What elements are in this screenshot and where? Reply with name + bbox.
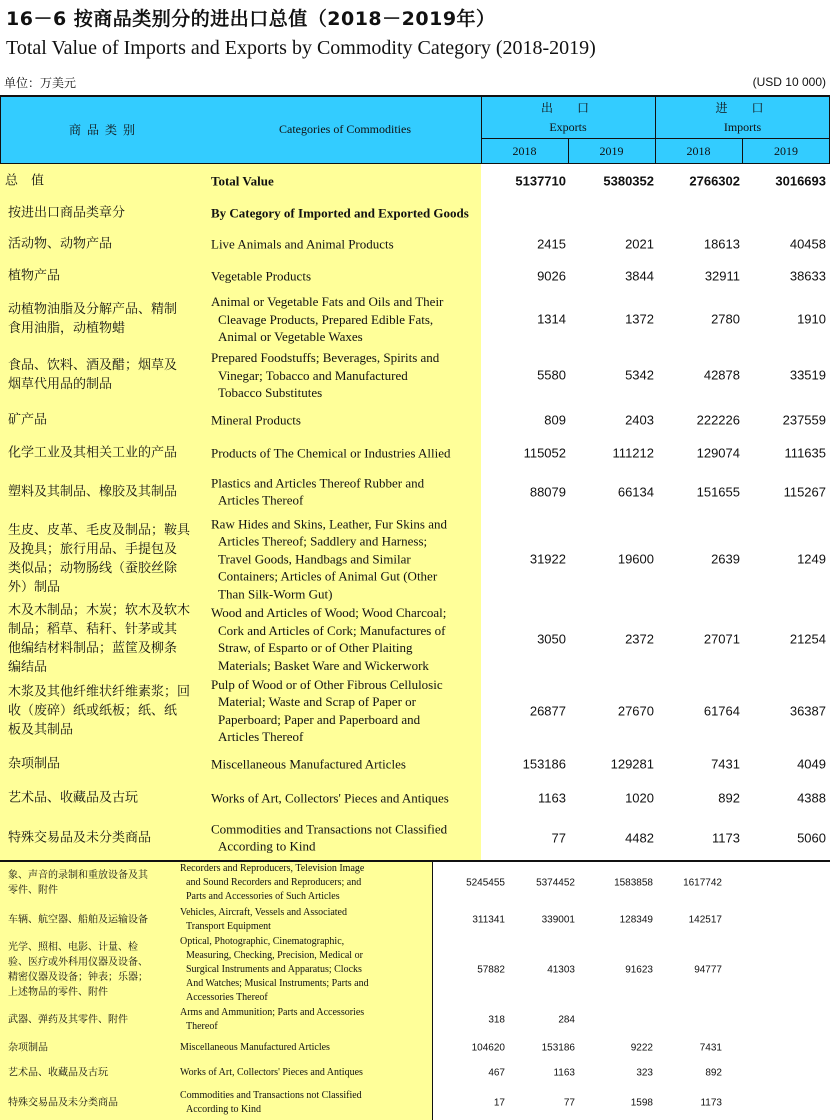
value-cell: 892 xyxy=(718,790,740,806)
fragment-value-cell: 1617742 xyxy=(683,877,722,889)
value-cell: 4049 xyxy=(797,756,826,771)
category-en-line: Raw Hides and Skins, Leather, Fur Skins and xyxy=(211,515,447,531)
value-cell: 2403 xyxy=(625,412,654,428)
fragment-column-divider xyxy=(432,862,433,1120)
fragment-category-cn-line: 艺术品、收藏品及古玩 xyxy=(8,1067,108,1079)
fragment-row xyxy=(0,904,830,935)
value-cell: 5060 xyxy=(797,830,826,845)
value-cell: 111635 xyxy=(784,445,826,460)
table-row xyxy=(0,164,830,197)
category-en-line: By Category of Imported and Exported Goods xyxy=(211,204,469,220)
value-cell: 40458 xyxy=(789,236,826,252)
fragment-category-en-line: Arms and Ammunition; Parts and Accessories xyxy=(180,1007,365,1018)
category-en-line: Works of Art, Collectors' Pieces and Antiques xyxy=(211,790,449,806)
fragment-category-en xyxy=(180,1066,430,1080)
category-cn xyxy=(8,235,202,254)
fragment-value-cell: 17 xyxy=(493,1097,505,1109)
category-en-line: Tobacco Substitutes xyxy=(218,384,323,400)
value-cell: 151655 xyxy=(696,484,740,499)
category-cn-line: 动植物油脂及分解产品、精制 xyxy=(8,302,178,317)
table-row xyxy=(0,260,830,292)
fragment-row xyxy=(0,1036,830,1060)
category-en xyxy=(211,474,481,509)
fragment-category-en xyxy=(180,935,430,1005)
value-cell: 2372 xyxy=(625,631,654,647)
category-cn-line: 杂项制品 xyxy=(8,756,61,771)
page-title-cn: 16－6 按商品类别分的进出口总值（2018－2019年） xyxy=(6,8,496,30)
category-cn xyxy=(8,443,202,462)
category-cn-line: 木及木制品；木炭；软木及软木 xyxy=(8,603,191,618)
value-cell: 1314 xyxy=(537,311,566,327)
fragment-category-en-line: Accessories Thereof xyxy=(186,991,268,1003)
header-top-rule xyxy=(0,95,830,97)
category-cn-line: 木浆及其他纤维状纤维素浆；回 xyxy=(8,684,191,699)
value-cell: 2780 xyxy=(711,311,740,327)
value-cell: 66134 xyxy=(617,484,654,499)
fragment-category-en-line: Parts and Accessories of Such Articles xyxy=(186,891,340,902)
category-en-line: Mineral Products xyxy=(211,412,301,428)
fragment-row xyxy=(0,935,830,1004)
category-en xyxy=(211,267,481,285)
category-en-line: Live Animals and Animal Products xyxy=(211,236,394,252)
category-cn-line: 制品；稻草、秸秆、针茅或其 xyxy=(8,622,178,637)
fragment-category-cn-line: 光学、照相、电影、计量、检 xyxy=(8,941,138,953)
category-en-line: Straw, of Esparto or of Other Plaiting xyxy=(218,640,413,655)
fragment-category-cn-line: 特殊交易品及未分类商品 xyxy=(8,1097,118,1109)
category-en xyxy=(211,349,481,402)
category-en-line: Articles Thereof xyxy=(218,729,304,744)
category-cn-line: 及挽具；旅行用品、手提包及 xyxy=(8,541,178,557)
fragment-category-en-line: Surgical Instruments and Apparatus; Clocks xyxy=(186,963,362,975)
fragment-value-cell: 323 xyxy=(636,1067,653,1079)
category-cn-line: 按进出口商品类章分 xyxy=(8,205,126,220)
fragment-category-en-line: Transport Equipment xyxy=(186,920,271,932)
fragment-value-cell: 5374452 xyxy=(536,877,575,889)
fragment-value-cell: 91623 xyxy=(625,964,653,975)
fragment-category-en-line: Works of Art, Collectors' Pieces and Antiques xyxy=(180,1067,363,1078)
fragment-value-cell: 128349 xyxy=(619,914,653,925)
unit-label-cn: 单位：万美元 xyxy=(4,76,77,90)
fragment-category-en xyxy=(180,1006,430,1034)
value-cell: 9026 xyxy=(537,268,566,284)
category-cn xyxy=(8,754,202,773)
value-cell: 153186 xyxy=(522,756,566,771)
header-category-cn: 商品类别 xyxy=(68,123,141,137)
category-en-line: Materials; Basket Ware and Wickerwork xyxy=(218,657,429,673)
value-cell: 129281 xyxy=(610,756,654,771)
fragment-category-en-line: Commodities and Transactions not Classified xyxy=(180,1090,362,1101)
category-en xyxy=(211,515,481,603)
category-cn xyxy=(8,482,202,501)
table-row xyxy=(0,469,830,514)
fragment-category-en xyxy=(180,1041,430,1055)
fragment-row xyxy=(0,862,830,904)
category-cn xyxy=(8,300,202,338)
table-row xyxy=(0,197,830,228)
value-cell: 5137710 xyxy=(515,173,566,188)
value-cell: 3844 xyxy=(625,268,654,284)
value-cell: 5342 xyxy=(625,367,654,383)
category-cn xyxy=(8,789,202,808)
value-cell: 2766302 xyxy=(689,173,740,188)
category-cn-line: 总 值 xyxy=(5,173,45,188)
category-cn-line: 外）制品 xyxy=(8,579,61,595)
fragment-row xyxy=(0,1086,830,1120)
header-year-imports-2018: 2018 xyxy=(686,144,711,158)
fragment-row xyxy=(0,1004,830,1036)
category-cn-line: 化学工业及其相关工业的产品 xyxy=(8,445,178,460)
value-cell: 809 xyxy=(544,412,566,428)
table-row xyxy=(0,675,830,746)
category-cn-line: 生皮、皮革、毛皮及制品；鞍具 xyxy=(8,522,191,538)
header-category-en: Categories of Commodities xyxy=(279,122,411,136)
category-en xyxy=(211,293,481,346)
fragment-category-cn-line: 武器、弹药及其零件、附件 xyxy=(8,1014,128,1026)
value-cell: 4388 xyxy=(797,790,826,806)
category-en-line: Animal or Vegetable Waxes xyxy=(218,328,363,344)
page-title-en: Total Value of Imports and Exports by Commodity Category (2018-2019) xyxy=(6,37,596,59)
fragment-value-cell: 467 xyxy=(488,1067,505,1079)
fragment-category-en-line: and Sound Recorders and Reproducers; and xyxy=(186,877,362,888)
category-en-line: Articles Thereof xyxy=(218,492,304,508)
value-cell: 27071 xyxy=(703,631,740,647)
table-row xyxy=(0,436,830,469)
fragment-value-cell: 339001 xyxy=(541,914,575,925)
category-cn xyxy=(8,203,202,222)
category-en-line: Travel Goods, Handbags and Similar xyxy=(218,550,411,566)
fragment-category-en-line: And Watches; Musical Instruments; Parts and xyxy=(186,977,369,989)
category-cn-line: 板及其制品 xyxy=(8,722,74,737)
fragment-category-cn-line: 验、医疗或外科用仪器及设备、 xyxy=(8,956,148,968)
category-en-line: Wood and Articles of Wood; Wood Charcoal; xyxy=(211,605,447,620)
fragment-value-cell: 318 xyxy=(488,1014,505,1026)
value-cell: 3016693 xyxy=(775,173,826,188)
value-cell: 21254 xyxy=(789,631,826,647)
value-cell: 18613 xyxy=(703,236,740,252)
fragment-category-en-line: Thereof xyxy=(186,1021,218,1032)
category-cn-line: 类似品；动物肠线（蚕胶丝除 xyxy=(8,560,178,576)
fragment-category-cn-line: 象、声音的录制和重放设备及其 xyxy=(8,870,148,881)
category-en xyxy=(211,411,481,429)
fragment-value-cell: 77 xyxy=(563,1097,575,1109)
category-en xyxy=(211,676,481,746)
category-en-line: Pulp of Wood or of Other Fibrous Cellulosic xyxy=(211,676,443,692)
table-row xyxy=(0,781,830,815)
fragment-value-cell: 41303 xyxy=(547,964,575,975)
overlapped-table-fragment xyxy=(0,862,830,1120)
category-en-line: Products of The Chemical or Industries Allied xyxy=(211,444,451,460)
value-cell: 19600 xyxy=(617,551,654,566)
fragment-value-cell: 57882 xyxy=(477,964,505,975)
value-cell: 42878 xyxy=(703,367,740,383)
category-en xyxy=(211,444,481,462)
fragment-value-cell: 311341 xyxy=(472,914,505,925)
header-year-exports-2019: 2019 xyxy=(599,144,624,158)
value-cell: 2415 xyxy=(537,236,566,252)
category-cn-line: 活动物、动物产品 xyxy=(8,236,113,252)
header-exports-cn: 出 口 xyxy=(540,101,595,115)
fragment-category-cn xyxy=(8,912,173,927)
value-cell: 36387 xyxy=(789,703,826,718)
fragment-category-cn xyxy=(8,1066,173,1081)
fragment-value-cell: 7431 xyxy=(699,1042,722,1054)
fragment-category-cn xyxy=(8,868,173,898)
unit-label-en: (USD 10 000) xyxy=(752,75,826,89)
value-cell: 222226 xyxy=(696,412,740,428)
value-cell: 1372 xyxy=(625,311,654,327)
value-cell: 88079 xyxy=(529,484,566,499)
fragment-category-en-line: Optical, Photographic, Cinematographic, xyxy=(180,935,345,947)
value-cell: 3050 xyxy=(537,631,566,647)
category-cn-line: 编结品 xyxy=(8,660,48,675)
fragment-category-cn-line: 杂项制品 xyxy=(8,1042,48,1054)
category-en-line: Paperboard; Paper and Paperboard and xyxy=(218,711,421,727)
fragment-category-en xyxy=(180,862,430,904)
category-en xyxy=(211,820,481,855)
category-en-line: Miscellaneous Manufactured Articles xyxy=(211,755,406,771)
category-en-line: Cork and Articles of Cork; Manufactures of xyxy=(218,622,446,638)
category-en-line: Commodities and Transactions not Classified xyxy=(211,821,448,836)
category-cn-line: 艺术品、收藏品及古玩 xyxy=(8,790,139,806)
category-cn-line: 收（废碎）纸或纸板；纸、纸 xyxy=(8,703,178,718)
fragment-value-cell: 5245455 xyxy=(466,877,505,889)
value-cell: 4482 xyxy=(625,830,654,845)
table-row xyxy=(0,514,830,603)
header-year-imports-2019: 2019 xyxy=(774,144,798,158)
category-en-line: Total Value xyxy=(211,172,274,188)
category-cn xyxy=(8,828,202,847)
table-row xyxy=(0,292,830,346)
category-en-line: Containers; Articles of Animal Gut (Other xyxy=(218,568,438,584)
fragment-category-cn-line: 零件、附件 xyxy=(8,885,58,896)
fragment-value-cell: 94777 xyxy=(694,964,722,975)
fragment-category-en-line: Vehicles, Aircraft, Vessels and Associated xyxy=(180,906,347,918)
value-cell: 61764 xyxy=(703,703,740,718)
value-cell: 111212 xyxy=(612,445,654,460)
header-exports-en: Exports xyxy=(549,120,587,134)
category-en-line: Vinegar; Tobacco and Manufactured xyxy=(218,367,408,383)
header-year-exports-2018: 2018 xyxy=(512,144,537,158)
category-en-line: Articles Thereof; Saddlery and Harness; xyxy=(218,533,428,549)
value-cell: 26877 xyxy=(529,703,566,718)
table-row xyxy=(0,404,830,436)
category-cn-line: 矿产品 xyxy=(8,412,48,428)
fragment-category-en xyxy=(180,1089,430,1117)
category-en xyxy=(211,204,481,222)
category-en-line: Vegetable Products xyxy=(211,268,312,284)
value-cell: 77 xyxy=(551,830,566,845)
category-cn xyxy=(8,267,202,286)
fragment-value-cell: 284 xyxy=(558,1014,575,1026)
value-cell: 2021 xyxy=(625,236,654,252)
category-cn-line: 食品、饮料、酒及醋；烟草及 xyxy=(8,358,178,373)
value-cell: 31922 xyxy=(529,551,566,566)
fragment-row xyxy=(0,1060,830,1086)
category-en xyxy=(211,172,481,190)
category-en xyxy=(211,789,481,807)
fragment-category-cn xyxy=(8,940,173,1000)
category-en-line: Cleavage Products, Prepared Edible Fats, xyxy=(218,311,434,327)
fragment-value-cell: 142517 xyxy=(688,914,722,925)
value-cell: 115267 xyxy=(783,484,826,499)
category-en-line: Plastics and Articles Thereof Rubber and xyxy=(211,475,425,490)
value-cell: 33519 xyxy=(789,367,826,383)
category-en-line: Material; Waste and Scrap of Paper or xyxy=(218,694,416,709)
value-cell: 2639 xyxy=(711,551,740,566)
category-en-line: Animal or Vegetable Fats and Oils and Their xyxy=(211,293,444,309)
fragment-value-cell: 104620 xyxy=(471,1042,505,1054)
fragment-category-en-line: Miscellaneous Manufactured Articles xyxy=(180,1042,330,1053)
value-cell: 7431 xyxy=(711,756,740,771)
main-table xyxy=(0,95,830,862)
category-cn xyxy=(8,521,202,597)
year-rule xyxy=(481,138,830,139)
fragment-category-cn xyxy=(8,1096,173,1111)
value-cell: 237559 xyxy=(782,412,826,428)
category-cn-line: 食用油脂，动植物蜡 xyxy=(8,321,126,336)
category-en-line: Than Silk-Worm Gut) xyxy=(218,585,333,601)
fragment-category-cn-line: 上述物品的零件、附件 xyxy=(8,986,108,998)
value-cell: 1163 xyxy=(538,790,566,806)
fragment-value-cell: 1598 xyxy=(630,1097,653,1109)
value-cell: 129074 xyxy=(696,445,740,460)
fragment-value-cell: 9222 xyxy=(630,1042,653,1054)
fragment-value-cell: 1163 xyxy=(553,1067,575,1079)
category-cn xyxy=(8,356,202,394)
fragment-category-en-line: Measuring, Checking, Precision, Medical or xyxy=(186,949,363,961)
category-en xyxy=(211,235,481,253)
category-cn-line: 特殊交易品及未分类商品 xyxy=(8,830,152,845)
value-cell: 32911 xyxy=(704,268,740,284)
fragment-category-cn-line: 精密仪器及设备；钟表；乐器； xyxy=(8,971,148,983)
fragment-category-cn-line: 车辆、航空器、船舶及运输设备 xyxy=(8,914,148,925)
value-cell: 5380352 xyxy=(603,173,654,188)
category-en-line: Prepared Foodstuffs; Beverages, Spirits and xyxy=(211,349,440,365)
category-en xyxy=(211,604,481,674)
category-cn-line: 植物产品 xyxy=(8,268,61,284)
value-cell: 115052 xyxy=(523,445,566,460)
category-en xyxy=(211,755,481,773)
fragment-value-cell: 1173 xyxy=(700,1097,722,1109)
value-cell: 1249 xyxy=(797,551,826,566)
value-cell: 1910 xyxy=(797,311,826,327)
fragment-value-cell: 1583858 xyxy=(614,877,653,889)
value-cell: 38633 xyxy=(789,268,826,284)
value-cell: 27670 xyxy=(617,703,654,718)
table-row xyxy=(0,746,830,781)
category-cn xyxy=(5,171,199,190)
fragment-value-cell: 153186 xyxy=(541,1042,575,1054)
header-imports-en: Imports xyxy=(723,120,762,134)
header-imports-cn: 进 口 xyxy=(715,101,770,115)
table-row xyxy=(0,815,830,860)
value-cell: 1173 xyxy=(712,830,740,845)
fragment-category-en-line: According to Kind xyxy=(186,1104,261,1115)
fragment-category-en-line: Recorders and Reproducers, Television Image xyxy=(180,863,365,874)
fragment-category-cn xyxy=(8,1013,173,1028)
table-row xyxy=(0,346,830,404)
category-cn xyxy=(8,601,202,677)
fragment-value-cell: 892 xyxy=(705,1067,722,1079)
category-cn-line: 烟草代用品的制品 xyxy=(8,377,113,392)
value-cell: 5580 xyxy=(537,367,566,383)
category-cn-line: 他编结材料制品；蓝筐及柳条 xyxy=(8,641,178,656)
table-row xyxy=(0,228,830,260)
category-cn xyxy=(8,682,202,739)
fragment-category-en xyxy=(180,906,430,934)
category-cn xyxy=(8,411,202,430)
value-cell: 1020 xyxy=(625,790,654,806)
category-en-line: According to Kind xyxy=(218,838,316,854)
category-cn-line: 塑料及其制品、橡胶及其制品 xyxy=(8,484,178,499)
fragment-category-cn xyxy=(8,1041,173,1056)
table-row xyxy=(0,603,830,675)
